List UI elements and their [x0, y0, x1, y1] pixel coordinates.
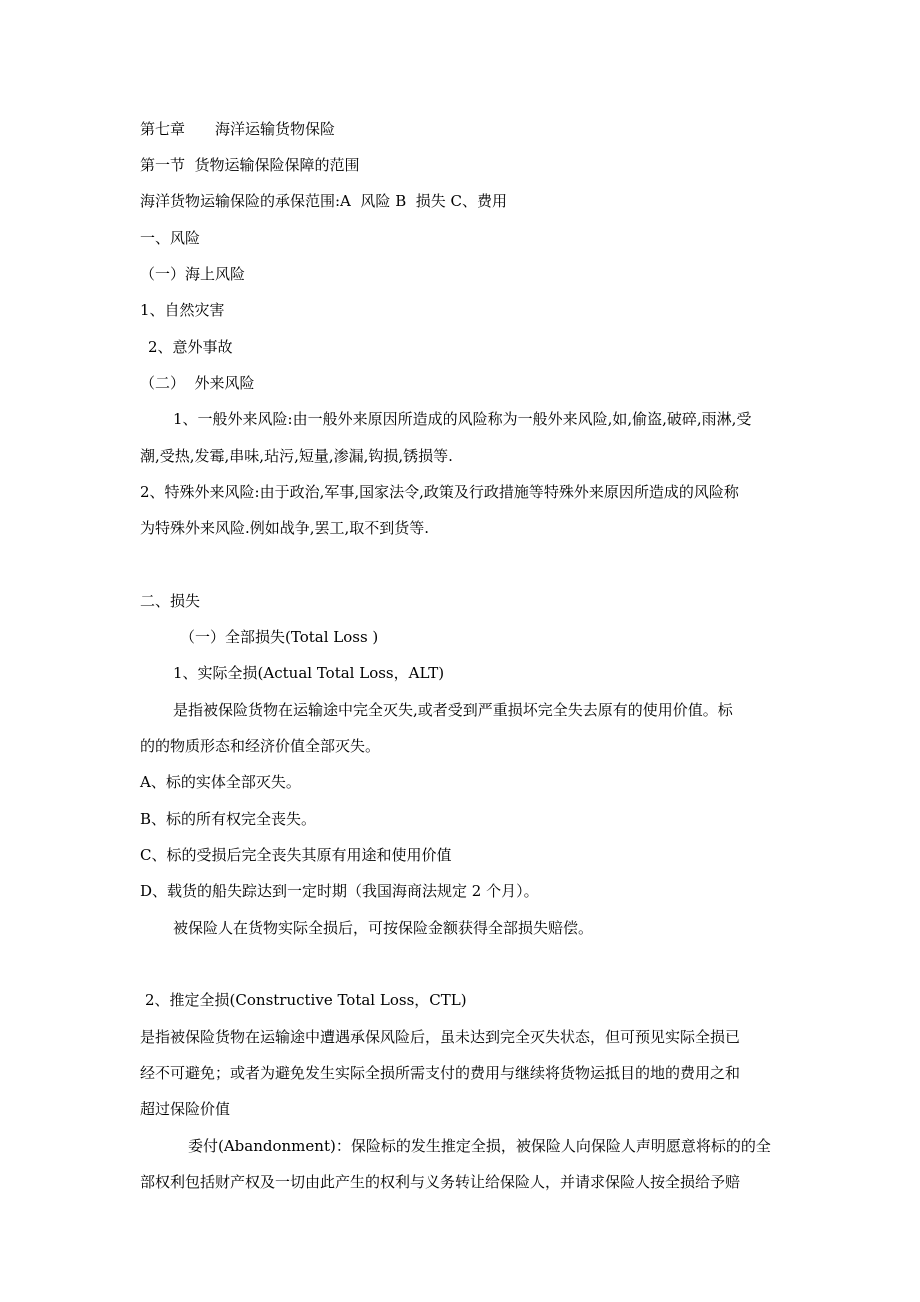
list-item: B、标的所有权完全丧失。: [140, 810, 317, 828]
subheading-total-loss: （一）全部损失(Total Loss ): [180, 628, 379, 646]
list-item: D、载货的船失踪达到一定时期（我国海商法规定 2 个月）。: [140, 882, 539, 900]
paragraph-line: 被保险人在货物实际全损后，可按保险金额获得全部损失赔偿。: [173, 919, 594, 937]
paragraph-line: 部权利包括财产权及一切由此产生的权利与义务转让给保险人，并请求保险人按全损给予赔: [140, 1173, 741, 1191]
subheading-external-risk: （二） 外来风险: [140, 374, 255, 392]
paragraph-line: 为特殊外来风险.例如战争,罢工,取不到货等.: [140, 519, 430, 537]
scope-line: 海洋货物运输保险的承保范围:A 风险 B 损失 C、费用: [140, 192, 507, 210]
chapter-title: 第七章 海洋运输货物保险: [140, 120, 336, 138]
section-title: 第一节 货物运输保险保障的范围: [140, 156, 360, 174]
heading-loss: 二、损失: [140, 592, 201, 610]
subheading-sea-risk: （一）海上风险: [140, 265, 246, 283]
item-natural-disaster: 1、自然灾害: [140, 301, 225, 319]
paragraph-line: 的的物质形态和经济价值全部灭失。: [140, 737, 381, 755]
paragraph-line: 超过保险价值: [140, 1100, 231, 1118]
list-item: A、标的实体全部灭失。: [140, 773, 301, 791]
paragraph-line: 经不可避免；或者为避免发生实际全损所需支付的费用与继续将货物运抵目的地的费用之和: [140, 1064, 741, 1082]
item-constructive-total-loss: 2、推定全损(Constructive Total Loss，CTL): [145, 991, 467, 1009]
paragraph-line: 潮,受热,发霉,串味,玷污,短量,渗漏,钩损,锈损等.: [140, 447, 453, 465]
item-actual-total-loss: 1、实际全损(Actual Total Loss，ALT): [173, 664, 445, 682]
paragraph-line: 是指被保险货物在运输途中遭遇承保风险后，虽未达到完全灭失状态，但可预见实际全损已: [140, 1028, 741, 1046]
list-item: C、标的受损后完全丧失其原有用途和使用价值: [140, 846, 452, 864]
heading-risk: 一、风险: [140, 229, 201, 247]
paragraph-line: 是指被保险货物在运输途中完全灭失,或者受到严重损坏完全失去原有的使用价值。标: [173, 701, 733, 719]
paragraph-line: 委付(Abandonment)：保险标的发生推定全损，被保险人向保险人声明愿意将标的的全: [188, 1137, 771, 1155]
paragraph-line: 1、一般外来风险:由一般外来原因所造成的风险称为一般外来风险,如,偷盗,破碎,雨淋,受: [173, 410, 752, 428]
paragraph-line: 2、特殊外来风险:由于政治,军事,国家法令,政策及行政措施等特殊外来原因所造成的风险称: [140, 483, 739, 501]
item-accident: 2、意外事故: [148, 338, 233, 356]
